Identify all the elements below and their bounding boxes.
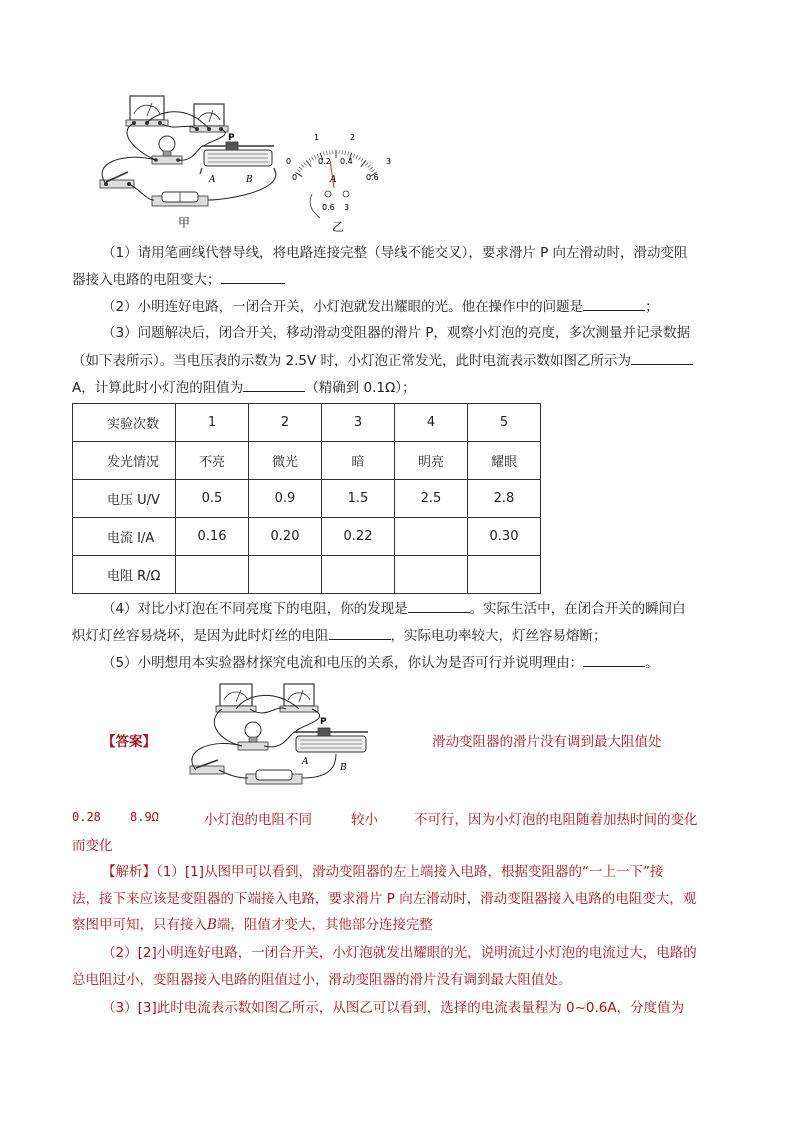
ammeter-icon: [280, 684, 318, 712]
analysis-label: 【解析】: [102, 864, 156, 880]
circuit-figure-jia: [96, 92, 286, 214]
table-cell: 明亮: [395, 442, 468, 480]
table-header-cell: 电阻 R/Ω: [73, 556, 176, 594]
table-header-cell: 电压 U/V: [73, 480, 176, 518]
dial-tick: [301, 165, 304, 168]
analysis-p1-line1: 【解析】（1）[1]从图甲可以看到，滑动变阻器的左上端接入电路，根据变阻器的“一上一下”接: [102, 864, 664, 880]
table-cell: 0.16: [176, 518, 249, 556]
dial-tick: [304, 162, 307, 165]
dial-top-1: 1: [314, 133, 320, 142]
dial-top-2: 2: [350, 133, 356, 142]
table-cell: [395, 518, 468, 556]
dial-tick: [314, 155, 316, 159]
table-cell: 2.8: [468, 480, 541, 518]
rheostat-icon: [200, 142, 276, 174]
answer-label: 【答案】: [102, 734, 156, 750]
dial-tick: [358, 157, 360, 160]
table-cell: [395, 556, 468, 594]
table-cell: 0.5: [176, 480, 249, 518]
battery-icon: [246, 770, 302, 784]
dial-bottom-04: 0.4: [340, 157, 353, 166]
dial-tick: [342, 150, 343, 154]
q4-line2: 炽灯灯丝容易烧坏，是因为此时灯丝的电阻 ，实际电功率较大，灯丝容易熔断；: [72, 625, 607, 646]
dial-tick: [353, 154, 355, 158]
table-cell: [249, 556, 322, 594]
bulb-icon: [238, 722, 268, 750]
dial-tick: [299, 167, 302, 170]
answer-slider-p-label: P: [320, 717, 327, 727]
rheostat-icon: [294, 728, 368, 752]
answer-4-small: 较小: [351, 812, 378, 828]
dial-tick: [371, 170, 374, 172]
terminal-06: 0.6: [322, 203, 335, 212]
dial-tick: [361, 158, 363, 161]
analysis-p3-line1: （3）[3]此时电流表示数如图乙所示，从图乙可以看到，选择的电流表量程为 0~0.6A，分度值为: [102, 1000, 685, 1016]
dial-tick: [323, 152, 324, 156]
table-cell: 1.5: [322, 480, 395, 518]
answer-circuit-figure: [186, 680, 376, 786]
table-cell: 3: [322, 404, 395, 442]
dial-bottom-06: 0.6: [366, 173, 379, 182]
dial-tick: [348, 152, 349, 156]
table-header-cell: 发光情况: [73, 442, 176, 480]
answer-5-line2: 而变化: [72, 838, 113, 854]
table-row: [73, 480, 541, 518]
dial-bottom-02: 0.2: [318, 157, 331, 166]
answer-3-resistance: 8.9Ω: [130, 810, 159, 824]
data-table: [72, 403, 541, 594]
answer-2: 滑动变阻器的滑片没有调到最大阻值处: [432, 734, 662, 750]
end-a-label: A: [209, 175, 216, 185]
table-cell: 0.9: [249, 480, 322, 518]
q1-line1: （1）请用笔画线代替导线，将电路连接完整（导线不能交叉），要求滑片 P 向左滑动时，滑动变阻: [102, 245, 688, 261]
answer-end-a-label: A: [302, 757, 309, 767]
table-cell: 不亮: [176, 442, 249, 480]
switch-icon: [190, 760, 224, 774]
terminal-3: 3: [344, 203, 350, 212]
dial-label-right: 3: [386, 157, 392, 166]
battery-icon: [152, 192, 208, 206]
analysis-p2-line1: （2）[2]小明连好电路，一闭合开关，小灯泡就发出耀眼的光，说明流过小灯泡的电流过大，电路的: [102, 945, 697, 961]
dial-tick: [326, 151, 327, 155]
table-cell: [322, 556, 395, 594]
table-row: [73, 518, 541, 556]
table-row: [73, 442, 541, 480]
dial-tick: [370, 167, 373, 170]
table-cell: 暗: [322, 442, 395, 480]
voltmeter-icon: [126, 96, 168, 126]
table-cell: 0.30: [468, 518, 541, 556]
table-cell: 4: [395, 404, 468, 442]
dial-tick: [309, 158, 311, 161]
table-cell: 5: [468, 404, 541, 442]
q2-line: （2）小明连好电路，一闭合开关，小灯泡就发出耀眼的光。他在操作中的问题是 ；: [102, 296, 659, 317]
switch-icon: [100, 172, 134, 188]
table-cell: [468, 556, 541, 594]
answer-5-line1: 不可行，因为小灯泡的电阻随着加热时间的变化: [414, 812, 698, 828]
slider-p-label: P: [228, 133, 235, 143]
answer-4-finding: 小灯泡的电阻不同: [204, 812, 312, 828]
bulb-icon: [152, 136, 182, 164]
dial-tick: [356, 155, 358, 159]
table-cell: 0.22: [322, 518, 395, 556]
table-cell: 2.5: [395, 480, 468, 518]
q5-line: （5）小明想用本实验器材探究电流和电压的关系，你认为是否可行并说明理由： 。: [102, 652, 659, 673]
dial-unit-a: A: [330, 175, 337, 185]
table-cell: [176, 556, 249, 594]
dial-tick: [345, 151, 346, 155]
q3-line1: （3）问题解决后，闭合开关，移动滑动变阻器的滑片 P，观察小灯泡的亮度，多次测量并记录数据: [102, 325, 691, 341]
dial-tick: [330, 150, 331, 154]
dial-tick: [366, 162, 369, 165]
answer-end-b-label: B: [340, 763, 347, 773]
dial-tick: [368, 165, 371, 168]
q1-line2: 器接入电路的电阻变大；: [72, 269, 285, 290]
table-cell: 0.20: [249, 518, 322, 556]
table-header-cell: 电流 I/A: [73, 518, 176, 556]
analysis-p1-line3: 察图甲可知，只有接入B端，阻值才变大，其他部分连接完整: [72, 917, 433, 933]
q3-line2: （如下表所示）。当电压表的示数为 2.5V 时，小灯泡正常发光，此时电流表示数如图乙所示为: [72, 350, 693, 371]
dial-label-left: 0: [286, 157, 292, 166]
end-b-label: B: [246, 175, 253, 185]
dial-tick: [311, 157, 313, 160]
figure-yi-caption: 乙: [332, 220, 345, 234]
dial-tick: [297, 170, 300, 172]
table-cell: 微光: [249, 442, 322, 480]
table-cell: 耀眼: [468, 442, 541, 480]
table-row: [73, 556, 541, 594]
analysis-p2-line2: 总电阻过小，变阻器接入电路的阻值过小，滑动变阻器的滑片没有调到最大阻值处。: [72, 972, 572, 988]
analysis-p1-line2: 法，接下来应该是变阻器的下端接入电路，要求滑片 P 向左滑动时，滑动变阻器接入电路的电阻变大，观: [72, 891, 697, 907]
answer-3-current: 0.28: [72, 810, 101, 824]
q4-line1: （4）对比小灯泡在不同亮度下的电阻，你的发现是 。实际生活中，在闭合开关的瞬间白: [102, 598, 686, 619]
ammeter-dial-figure-yi: [276, 128, 396, 218]
dial-bottom-0: 0: [292, 173, 298, 182]
q3-line3: A，计算此时小灯泡的阻值为 （精确到 0.1Ω）；: [72, 377, 416, 398]
table-row: [73, 404, 541, 442]
table-cell: 2: [249, 404, 322, 442]
dial-ticks: [295, 150, 376, 177]
table-header-cell: 实验次数: [73, 404, 176, 442]
figure-jia-caption: 甲: [178, 216, 191, 230]
table-cell: 1: [176, 404, 249, 442]
